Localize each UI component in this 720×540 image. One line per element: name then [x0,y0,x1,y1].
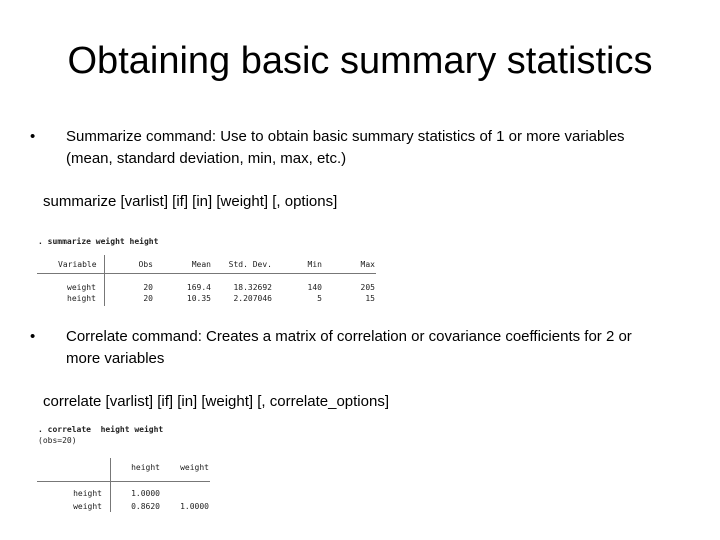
cell-height-obs: 20 [143,294,153,303]
correlate-header-rule [37,481,210,482]
cell-weight-max: 205 [360,283,375,292]
summarize-header-rule [37,273,376,274]
corr-cell-height-height: 1.0000 [131,489,160,498]
cell-height-min: 5 [317,294,322,303]
corr-col-header-weight: weight [180,463,209,472]
bullet-glyph: • [30,328,36,345]
corr-col-header-height: height [131,463,160,472]
correlate-command: . correlate height weight [38,425,164,434]
corr-cell-weight-height: 0.8620 [131,502,160,511]
correlate-syntax: correlate [varlist] [if] [in] [weight] [, correlate_options] [43,393,389,410]
row-label-height: height [67,294,96,303]
corr-row-label-weight: weight [73,502,102,511]
summarize-syntax: summarize [varlist] [if] [in] [weight] [, options] [43,193,338,210]
cell-height-max: 15 [365,294,375,303]
col-header-variable: Variable [58,260,97,269]
correlate-obs: (obs=20) [38,436,77,445]
col-header-std-dev: Std. Dev. [228,260,272,269]
summarize-column-divider [104,255,105,306]
bullet-summarize-text: Summarize command: Use to obtain basic summary statistics of 1 or more variables (mean, standard deviation, min, max, etc.) [66,128,625,167]
col-header-min: Min [307,260,322,269]
col-header-max: Max [360,260,375,269]
cell-height-mean: 10.35 [186,294,211,303]
cell-weight-std-dev: 18.32692 [233,283,272,292]
cell-weight-obs: 20 [143,283,153,292]
cell-weight-min: 140 [307,283,322,292]
cell-weight-mean: 169.4 [186,283,211,292]
slide-title: Obtaining basic summary statistics [67,40,653,82]
correlate-column-divider [110,458,111,512]
bullet-correlate-text: Correlate command: Creates a matrix of correlation or covariance coefficients for 2 or more variables [66,328,632,367]
cell-height-std-dev: 2.207046 [233,294,272,303]
bullet-summarize [30,126,670,170]
bullet-correlate [30,326,670,370]
corr-row-label-height: height [73,489,102,498]
row-label-weight: weight [67,283,96,292]
bullet-glyph: • [30,128,36,145]
summarize-command: . summarize weight height [38,237,159,246]
col-header-obs: Obs [138,260,153,269]
corr-cell-weight-weight: 1.0000 [180,502,209,511]
col-header-mean: Mean [191,260,211,269]
